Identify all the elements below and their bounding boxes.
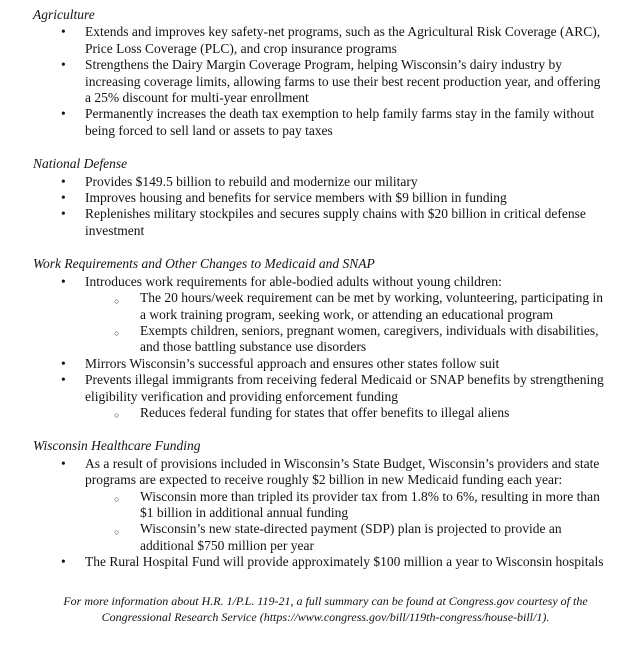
bullet-icon: • [61, 355, 66, 371]
list-item [33, 24, 606, 57]
footer-note: For more information about H.R. 1/P.L. 119-21, a full summary can be found at Congress.gov courtesy of the Congressional Research Service (https://www.congress.gov/bill/119th-congress/house-bill/1). [63, 593, 588, 624]
bullet-icon: • [61, 57, 66, 73]
list-item [33, 372, 606, 421]
sub-list-item [85, 405, 606, 421]
bullet-text: Improves housing and benefits for service members with $9 billion in funding [85, 190, 507, 206]
sub-bullet-text: Reduces federal funding for states that offer benefits to illegal aliens [140, 404, 510, 420]
sub-bullet-list [85, 290, 606, 356]
bullet-text: The Rural Hospital Fund will provide approximately $100 million a year to Wisconsin hospitals [85, 554, 604, 570]
sub-list-item [85, 290, 606, 323]
list-item [33, 554, 606, 570]
bullet-text: Extends and improves key safety-net programs, such as the Agricultural Risk Coverage (ARC), Price Loss Coverage (PLC), and crop insurance programs [85, 24, 601, 56]
sub-bullet-text: Wisconsin’s new state-directed payment (SDP) plan is projected to provide an additional $750 million per year [140, 521, 562, 553]
circle-bullet-icon: ○ [114, 328, 120, 339]
sub-bullet-text: The 20 hours/week requirement can be met by working, volunteering, participating in a work training program, seeking work, or attending an educational program [140, 290, 603, 322]
sub-bullet-text: Exempts children, seniors, pregnant women, caregivers, individuals with disabilities, and those battling substance use disorders [140, 322, 599, 355]
bullet-icon: • [61, 455, 66, 471]
bullet-text: Prevents illegal immigrants from receiving federal Medicaid or SNAP benefits by strengthening eligibility verification and providing enforcement funding [85, 372, 604, 404]
bullet-icon: • [61, 273, 66, 289]
bullet-icon: • [61, 554, 66, 570]
circle-bullet-icon: ○ [114, 494, 120, 505]
sub-bullet-list [85, 405, 606, 421]
bullet-icon: • [61, 372, 66, 388]
section-work-requirements [33, 256, 606, 421]
sub-bullet-text: Wisconsin more than tripled its provider tax from 1.8% to 6%, resulting in more than $1 billion in additional annual funding [140, 488, 600, 520]
bullet-text: Replenishes military stockpiles and secures supply chains with $20 billion in critical defense investment [85, 206, 586, 238]
list-item [33, 174, 606, 190]
list-item [33, 456, 606, 554]
circle-bullet-icon: ○ [114, 410, 120, 421]
section-title: Agriculture [33, 7, 95, 22]
section-agriculture [33, 7, 606, 139]
bullet-text: Permanently increases the death tax exemption to help family farms stay in the family without being forced to sell land or assets to pay taxes [85, 106, 595, 138]
list-item [33, 274, 606, 356]
bullet-icon: • [61, 206, 66, 222]
sub-list-item [85, 489, 606, 522]
bullet-list [33, 456, 606, 571]
bullet-text: Introduces work requirements for able-bodied adults without young children: [85, 273, 502, 289]
bullet-icon: • [61, 24, 66, 40]
list-item [33, 206, 606, 239]
list-item [33, 106, 606, 139]
sub-list-item [85, 323, 606, 356]
section-title: Wisconsin Healthcare Funding [33, 438, 201, 454]
bullet-list [33, 24, 606, 139]
bullet-icon: • [61, 190, 66, 206]
section-national-defense [33, 156, 606, 239]
bullet-list [33, 174, 606, 240]
bullet-text: Mirrors Wisconsin’s successful approach and ensures other states follow suit [85, 355, 500, 371]
circle-bullet-icon: ○ [114, 526, 120, 537]
section-title: Work Requirements and Other Changes to Medicaid and SNAP [33, 256, 375, 272]
bullet-text: Strengthens the Dairy Margin Coverage Program, helping Wisconsin’s dairy industry by increasing coverage limits, allowing farms to use their best recent production year, and offering a 25% discount for multi-year enrollment [85, 57, 601, 106]
list-item [33, 190, 606, 206]
circle-bullet-icon: ○ [114, 295, 120, 306]
section-wisconsin-healthcare-funding [33, 438, 606, 570]
section-title: National Defense [33, 156, 128, 172]
bullet-icon: • [61, 106, 66, 122]
list-item [33, 57, 606, 106]
bullet-icon: • [61, 173, 66, 189]
sub-bullet-list [85, 489, 606, 555]
bullet-text: As a result of provisions included in Wisconsin’s State Budget, Wisconsin’s providers and state programs are expected to receive roughly $2 billion in new Medicaid funding each year: [85, 455, 600, 488]
list-item [33, 356, 606, 372]
sub-list-item [85, 521, 606, 554]
bullet-list [33, 274, 606, 422]
bullet-text: Provides $149.5 billion to rebuild and modernize our military [85, 173, 418, 189]
